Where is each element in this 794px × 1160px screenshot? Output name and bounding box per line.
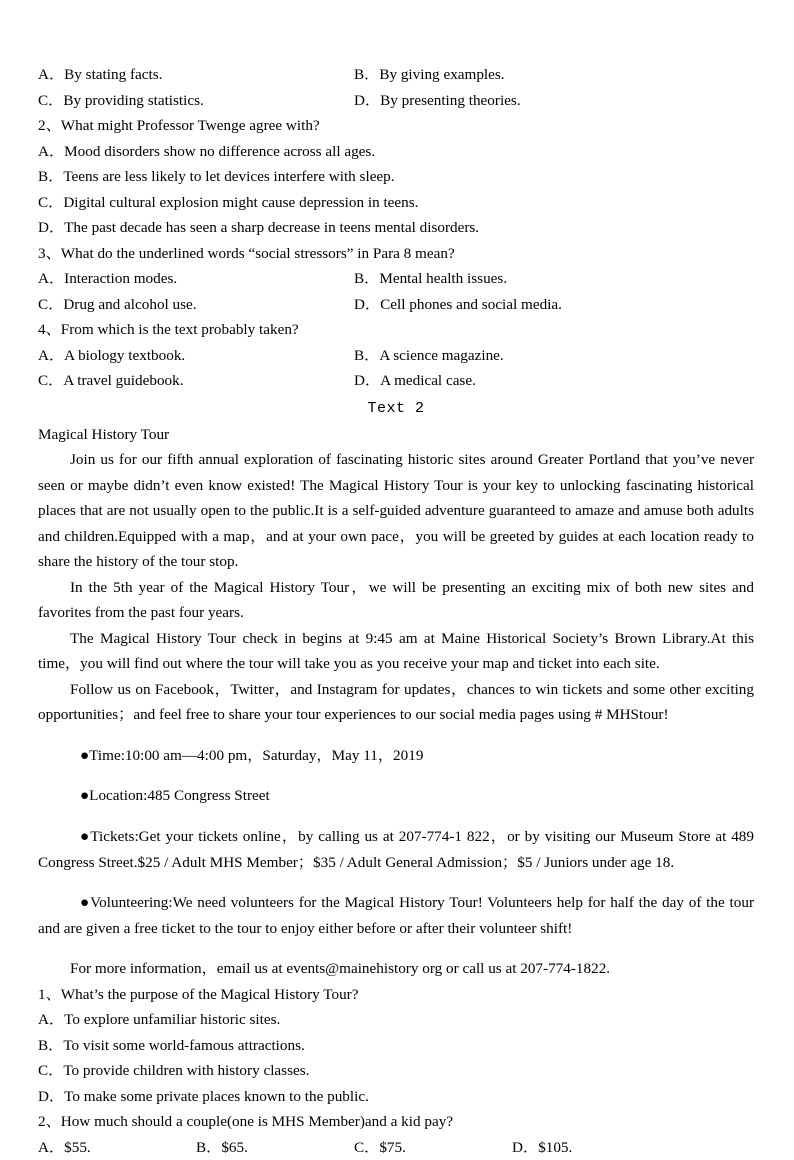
question-2-option-a: A．Mood disorders show no difference across all ages. [38,142,376,160]
passage-paragraph-1: Join us for our fifth annual exploration of fascinating historic sites around Greater Portland that you’ve never seen or maybe didn’t even know existed! The Magical History Tour is your key to unlocking fascinating historical places that are not usually open to the public.It is a self-guided adventure guaranteed to amaze and amuse both adults and children.Equipped with a map，and at your own pace，you will be greeted by guides at each location ready to share the history of the tour stop. [38,451,754,570]
question-3-stem: 3、What do the underlined words “social stressors” in Para 8 mean? [38,244,455,262]
option-c: C．A travel guidebook. [38,372,184,389]
bottom-question-1-option-b: B．To visit some world-famous attractions. [38,1036,305,1054]
option-c: C．By providing statistics. [38,91,204,109]
question-2-option-d: D．The past decade has seen a sharp decrease in teens mental disorders. [38,219,480,236]
question-4-options-row-2 [38,368,754,394]
text-2-heading: Text 2 [367,399,425,417]
bottom-question-1-stem: 1、What’s the purpose of the Magical History Tour? [38,985,359,1003]
option-c: C．Drug and alcohol use. [38,295,197,313]
option-d: D．By presenting theories. [354,91,521,109]
option-a: A．A biology textbook. [38,346,186,364]
option-a: A．$55. [38,1138,91,1156]
question-1-options-row-2 [38,88,754,114]
question-2-option-b: B．Teens are less likely to let devices interfere with sleep. [38,168,395,185]
question-1-options-row-1 [38,62,754,88]
option-d: D．$105. [512,1138,573,1156]
option-d: D．A medical case. [354,372,476,389]
passage-paragraph-2: In the 5th year of the Magical History Tour，we will be presenting an exciting mix of both new sites and favorites from the past four years. [38,578,754,621]
passage-bullet-time: ●Time:10:00 am—4:00 pm，Saturday，May 11，2019 [80,746,424,764]
bottom-question-1-option-d: D．To make some private places known to the public. [38,1087,369,1105]
question-4-options-row-1 [38,343,754,369]
passage-bullet-volunteering: ●Volunteering:We need volunteers for the Magical History Tour! Volunteers help for half the day of the tour and are given a free ticket to the tour to enjoy either before or after their volunteer shift! [38,894,754,937]
option-b: B．Mental health issues. [354,270,508,287]
passage-paragraph-3: The Magical History Tour check in begins at 9:45 am at Maine Historical Society’s Brown Library.At this time，you will find out where the tour will take you as you receive your map and ticket into each site. [38,629,754,672]
passage-title: Magical History Tour [38,425,170,443]
passage-bullet-location: ●Location:485 Congress Street [80,787,270,805]
bottom-question-2-stem: 2、How much should a couple(one is MHS Member)and a kid pay? [38,1113,454,1131]
option-b: B．By giving examples. [354,66,505,83]
bottom-question-1-option-a: A．To explore unfamiliar historic sites. [38,1011,281,1029]
question-4-stem: 4、From which is the text probably taken? [38,321,299,338]
option-b: B．$65. [196,1138,248,1156]
passage-closing: For more information，email us at events@mainehistory org or call us at 207-774-1822. [70,960,611,978]
question-2-option-c: C．Digital cultural explosion might cause depression in teens. [38,193,419,211]
passage-bullet-tickets: ●Tickets:Get your tickets online，by calling us at 207-774-1 822，or by visiting our Museum Store at 489 Congress Street.$25 / Adult MHS Member；$35 / Adult General Admission；$5 / Juniors under age 18. [38,828,754,871]
option-a: A．By stating facts. [38,66,163,83]
passage-paragraph-4: Follow us on Facebook，Twitter，and Instagram for updates，chances to win tickets and some other exciting opportunities；and feel free to share your tour experiences to our social media pages using # MHStour! [38,680,754,723]
option-b: B．A science magazine. [354,346,504,364]
option-c: C．$75. [354,1138,406,1156]
bottom-question-1-option-c: C．To provide children with history classes. [38,1062,310,1080]
question-3-options-row-1 [38,266,754,292]
question-3-options-row-2 [38,292,754,318]
bottom-question-2-options-row [38,1135,754,1160]
option-d: D．Cell phones and social media. [354,295,562,313]
option-a: A．Interaction modes. [38,270,178,287]
question-2-stem: 2、What might Professor Twenge agree with? [38,117,320,134]
